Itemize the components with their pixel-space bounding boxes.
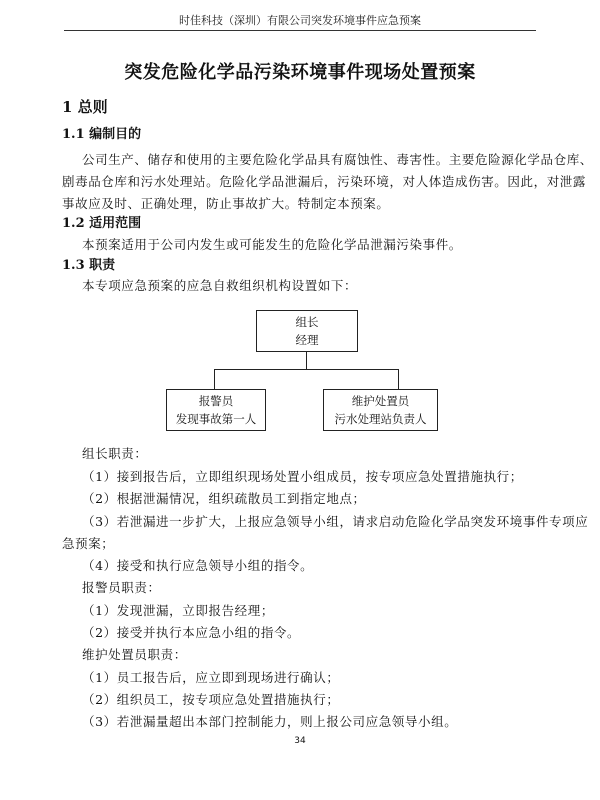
- section-1-heading: 1 总则: [62, 98, 108, 116]
- org-leader-role: 组长: [295, 315, 319, 329]
- header-rule: [64, 30, 536, 31]
- section-1-1-line-2: 剧毒品仓库和污水处理站。危险化学品泄漏后，污染环境，对人体造成伤害。因此，对泄露: [62, 174, 587, 189]
- section-1-2-heading: 1.2 适用范围: [62, 216, 142, 231]
- section-1-1-line-3: 事故应及时、正确处理，防止事故扩大。特制定本预案。: [62, 196, 390, 211]
- org-box-alarm: [166, 389, 266, 431]
- maint-duty-3: （3）若泄漏量超出本部门控制能力，则上报公司应急领导小组。: [82, 714, 458, 729]
- alarm-duties-heading: 报警员职责：: [82, 580, 161, 595]
- leader-duty-1: （1）接到报告后，立即组织现场处置小组成员，按专项应急处置措施执行；: [82, 469, 523, 484]
- org-leader-person: 经理: [295, 333, 319, 347]
- section-1-2-text: 本预案适用于公司内发生或可能发生的危险化学品泄漏污染事件。: [82, 237, 462, 252]
- org-connector-left: [214, 369, 215, 389]
- org-connector-right: [398, 369, 399, 389]
- org-alarm-person: 发现事故第一人: [175, 412, 257, 426]
- org-maint-role: 维护处置员: [351, 394, 410, 408]
- maint-duties-heading: 维护处置员职责：: [82, 647, 187, 662]
- leader-duty-2: （2）根据泄漏情况，组织疏散员工到指定地点；: [82, 491, 366, 506]
- section-1-1-heading: 1.1 编制目的: [62, 127, 142, 142]
- running-header: 时佳科技（深圳）有限公司突发环境事件应急预案: [179, 14, 421, 27]
- alarm-duty-2: （2）接受并执行本应急小组的指令。: [82, 625, 301, 640]
- leader-duty-3-cont: 急预案；: [62, 536, 115, 551]
- org-box-maintenance: [323, 389, 438, 431]
- maint-duty-2: （2）组织员工，按专项应急处置措施执行；: [82, 692, 340, 707]
- org-box-leader: [256, 310, 358, 352]
- org-connector-horizontal: [214, 369, 398, 370]
- section-1-1-line-1: 公司生产、储存和使用的主要危险化学品具有腐蚀性、毒害性。主要危险源化学品仓库、: [82, 152, 593, 167]
- section-1-3-heading: 1.3 职责: [62, 258, 116, 273]
- page-number: 34: [294, 736, 306, 746]
- section-1-3-intro: 本专项应急预案的应急自救组织机构设置如下：: [82, 278, 358, 293]
- leader-duty-3: （3）若泄漏进一步扩大，上报应急领导小组，请求启动危险化学品突发环境事件专项应: [82, 514, 589, 529]
- leader-duties-heading: 组长职责：: [82, 446, 148, 461]
- maint-duty-1: （1）员工报告后，应立即到现场进行确认；: [82, 670, 340, 685]
- alarm-duty-1: （1）发现泄漏，立即报告经理；: [82, 603, 274, 618]
- leader-duty-4: （4）接受和执行应急领导小组的指令。: [82, 558, 314, 573]
- org-connector-vertical-top: [306, 351, 307, 369]
- org-alarm-role: 报警员: [198, 394, 234, 408]
- document-title: 突发危险化学品污染环境事件现场处置预案: [124, 62, 476, 83]
- org-maint-person: 污水处理站负责人: [334, 412, 427, 426]
